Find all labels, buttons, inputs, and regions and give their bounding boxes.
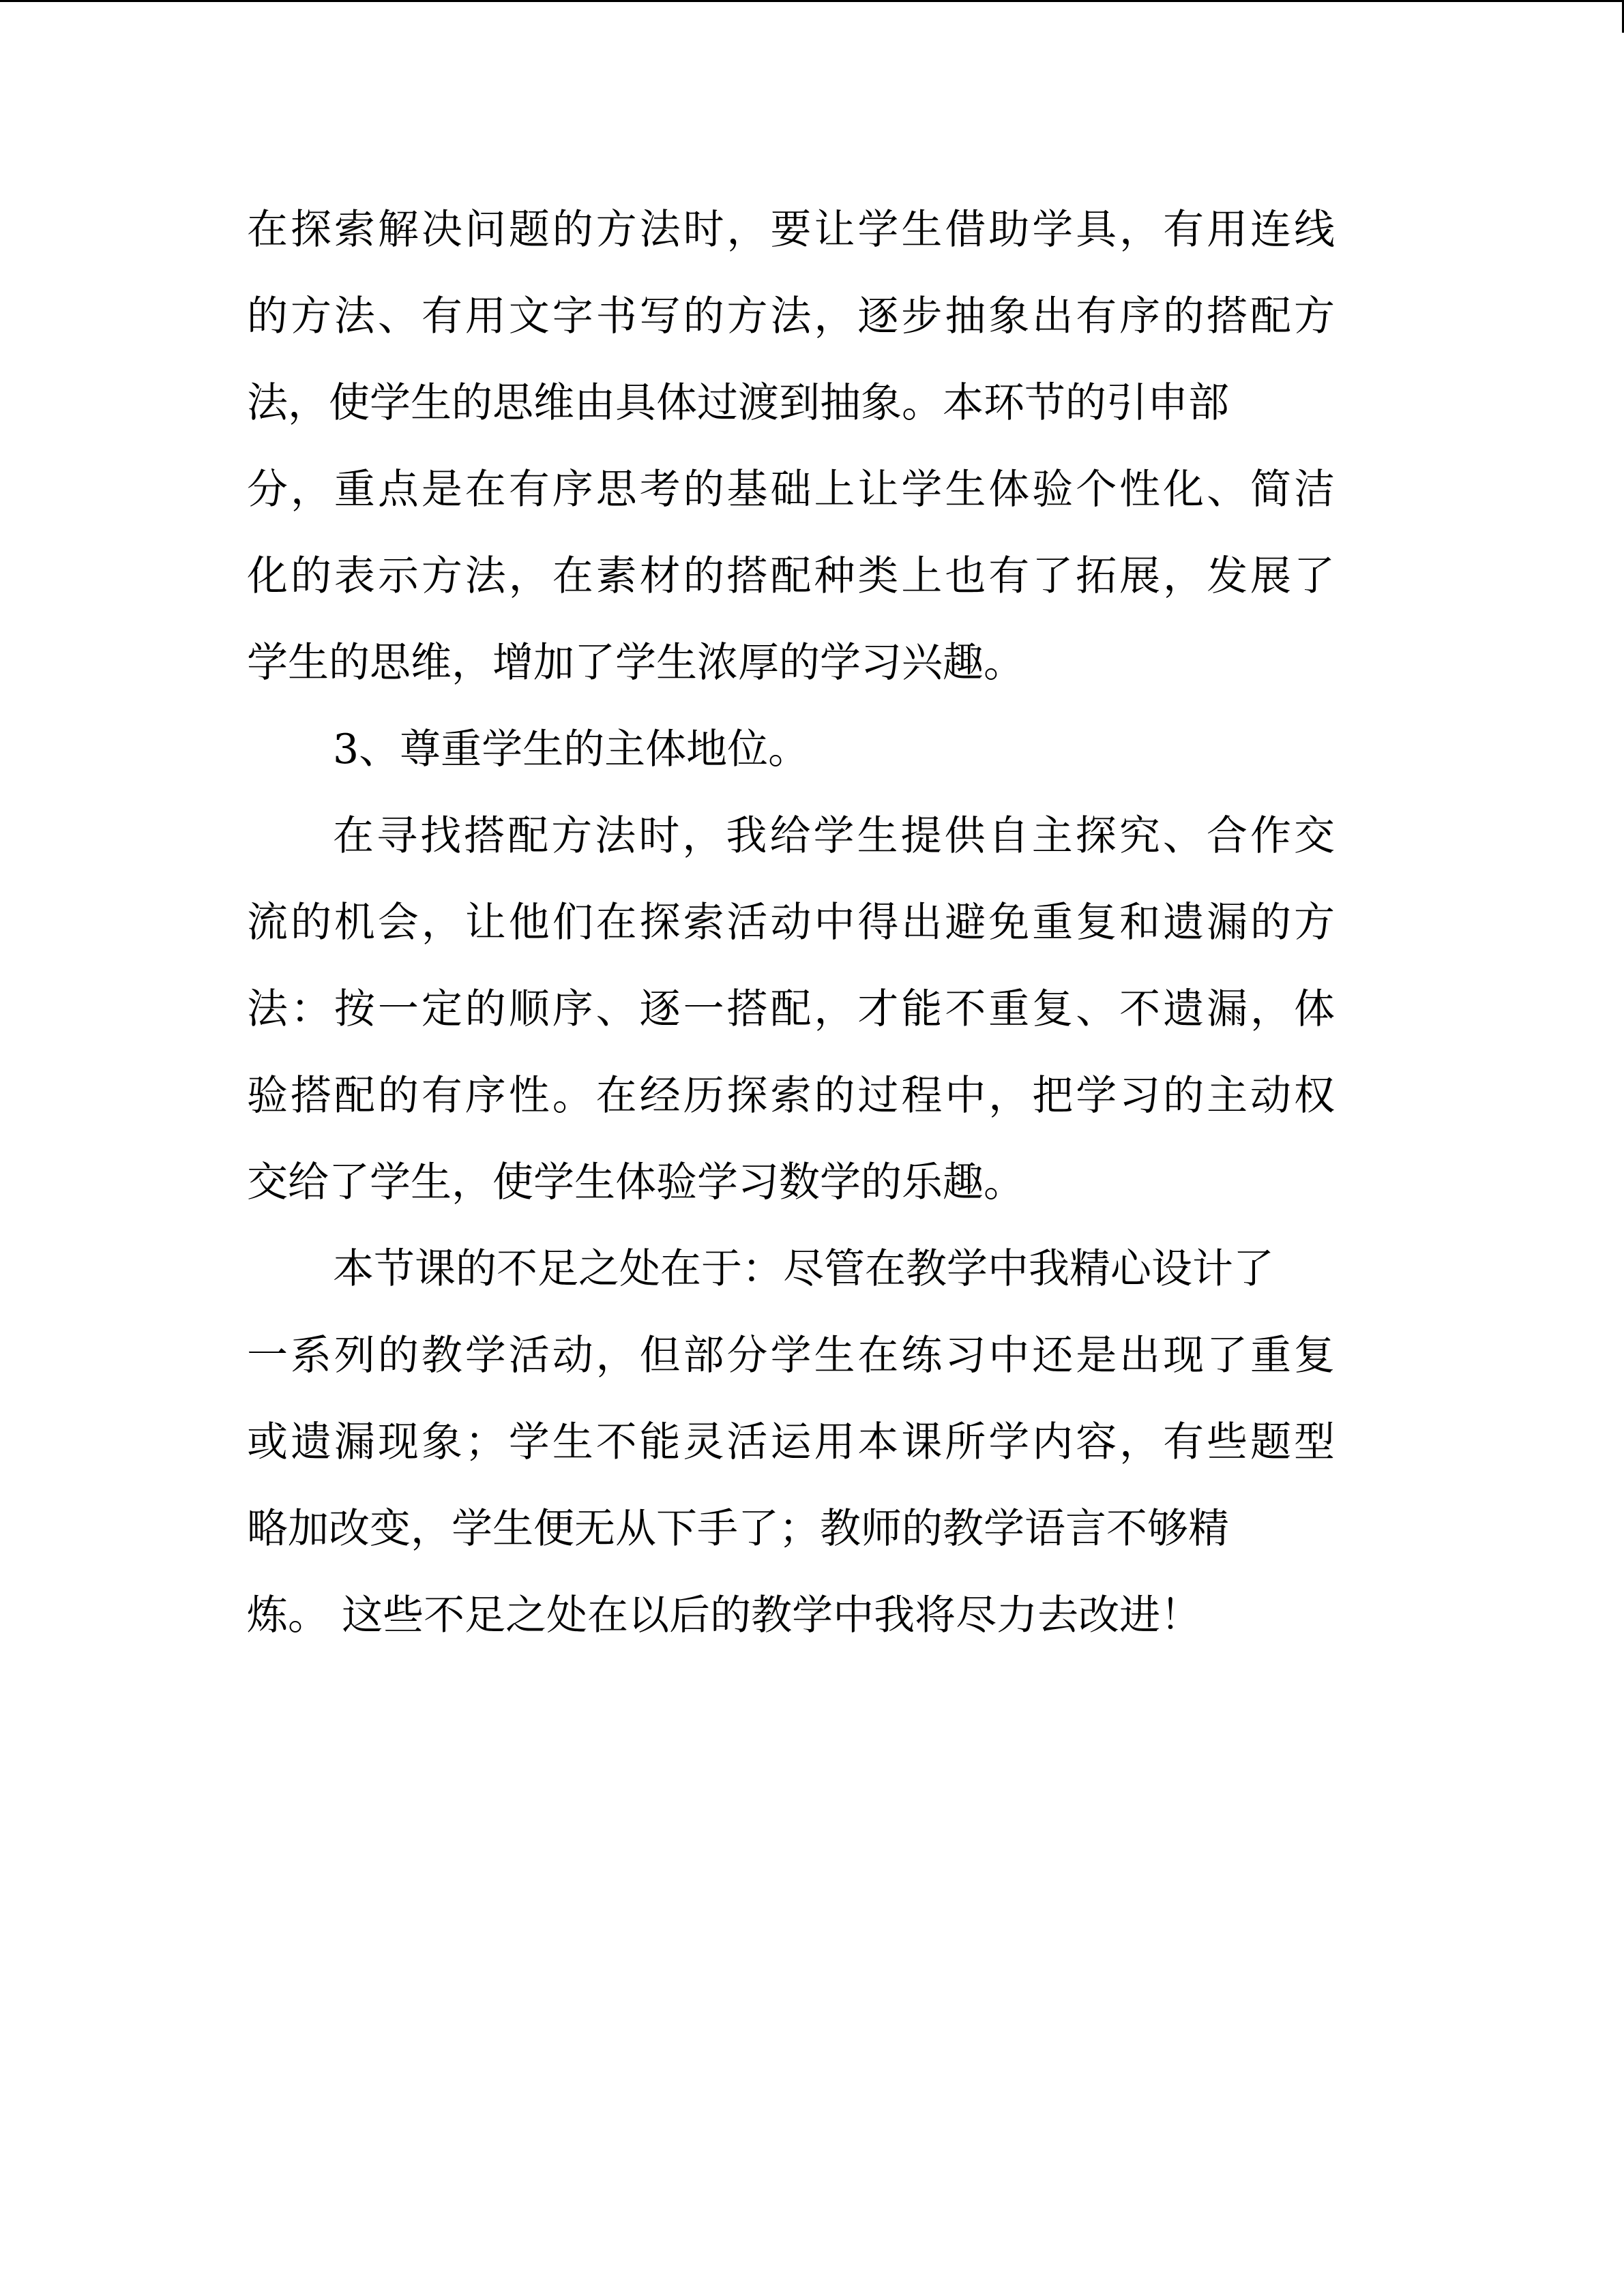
text-line: 在寻找搭配方法时，我给学生提供自主探究、合作交 [333,812,1335,860]
text-line: 法：按一定的顺序、逐一搭配，才能不重复、不遗漏，体 [247,985,1335,1033]
text-line: 在探索解决问题的方法时，要让学生借助学具，有用连线 [247,206,1335,254]
text-line: 验搭配的有序性。在经历探索的过程中，把学习的主动权 [247,1072,1335,1120]
text-line: 一系列的教学活动，但部分学生在练习中还是出现了重复 [247,1332,1335,1380]
text-line: 交给了学生，使学生体验学习数学的乐趣。 [247,1159,1024,1206]
text-line: 略加改变，学生便无从下手了；教师的教学语言不够精 [247,1505,1229,1553]
section-heading: 3、尊重学生的主体地位。 [333,726,810,773]
text-line: 或遗漏现象；学生不能灵活运用本课所学内容，有些题型 [247,1418,1335,1466]
text-line: 学生的思维，增加了学生浓厚的学习兴趣。 [247,639,1024,687]
text-line: 化的表示方法，在素材的搭配种类上也有了拓展，发展了 [247,552,1335,600]
page-top-border [0,0,1624,2]
text-line: 本节课的不足之处在于：尽管在教学中我精心设计了 [333,1245,1274,1293]
text-line: 法，使学生的思维由具体过渡到抽象。本环节的引申部 [247,379,1229,427]
text-line: 流的机会，让他们在探索活动中得出避免重复和遗漏的方 [247,899,1335,946]
text-line: 的方法、有用文字书写的方法，逐步抽象出有序的搭配方 [247,293,1335,340]
text-line: 分，重点是在有序思考的基础上让学生体验个性化、简洁 [247,466,1335,513]
text-line: 炼。 这些不足之处在以后的教学中我将尽力去改进！ [247,1592,1202,1639]
